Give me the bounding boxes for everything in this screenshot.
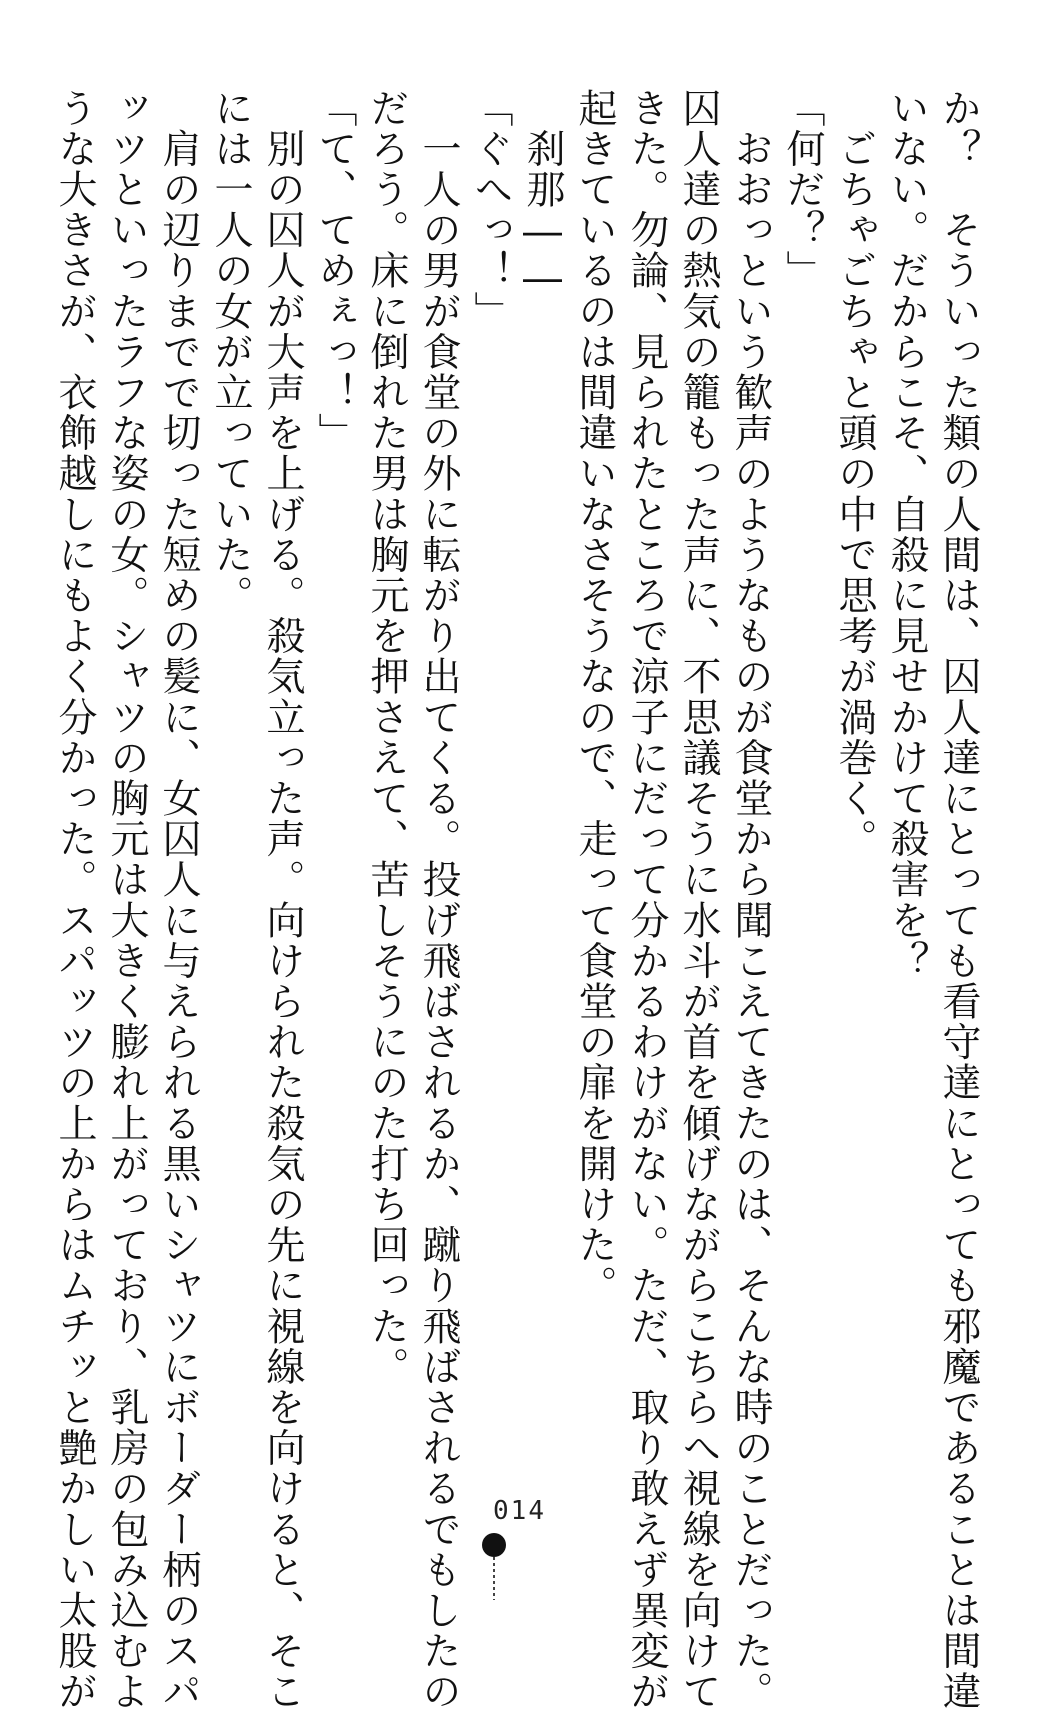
text-line: 「ぐへっ！」 [468,88,513,332]
text-line: 一人の男が食堂の外に転がり出てくる。投げ飛ばされるか、蹴り飛ばされるでもしたの [416,88,461,1712]
text-line: 「何だ？」 [780,88,825,291]
text-line: ッツといったラフな姿の女。シャツの胸元は大きく膨れ上がっており、乳房の包み込むよ [104,88,149,1712]
text-line: 別の囚人が大声を上げる。殺気立った声。向けられた殺気の先に視線を向けると、そこ [260,88,305,1712]
text-line: おおっという歓声のようなものが食堂から聞こえてきたのは、そんな時のことだった。 [728,88,773,1712]
page-marker-dot-icon [482,1533,506,1557]
text-line: いない。だからこそ、自殺に見せかけて殺害を？ [884,88,929,982]
text-line: ごちゃごちゃと頭の中で思考が渦巻く。 [832,88,877,860]
text-line: 「て、てめぇっ！」 [312,88,357,454]
text-line: 起きているのは間違いなさそうなので、走って食堂の扉を開けた。 [572,88,617,1306]
page-marker-line [493,1557,495,1600]
page-number: 014 [493,1496,546,1526]
text-line: か？ そういった類の人間は、囚人達にとっても看守達にとっても邪魔であることは間違 [936,88,981,1712]
text-line: 刹那―― [520,88,565,303]
text-line: 肩の辺りまでで切った短めの髪に、女囚人に与えられる黒いシャツにボーダー柄のスパ [156,88,201,1712]
text-line: うな大きさが、衣飾越しにもよく分かった。スパッツの上からはムチッと艶かしい太股が [52,88,97,1712]
text-line: には一人の女が立っていた。 [208,88,253,616]
text-line: だろう。床に倒れた男は胸元を押さえて、苦しそうにのた打ち回った。 [364,88,409,1388]
text-line: きた。勿論、見られたところで涼子にだって分かるわけがない。ただ、取り敢えず異変が [624,88,669,1712]
text-line: 囚人達の熱気の籠もった声に、不思議そうに水斗が首を傾げながらこちらへ視線を向けて [676,88,721,1712]
